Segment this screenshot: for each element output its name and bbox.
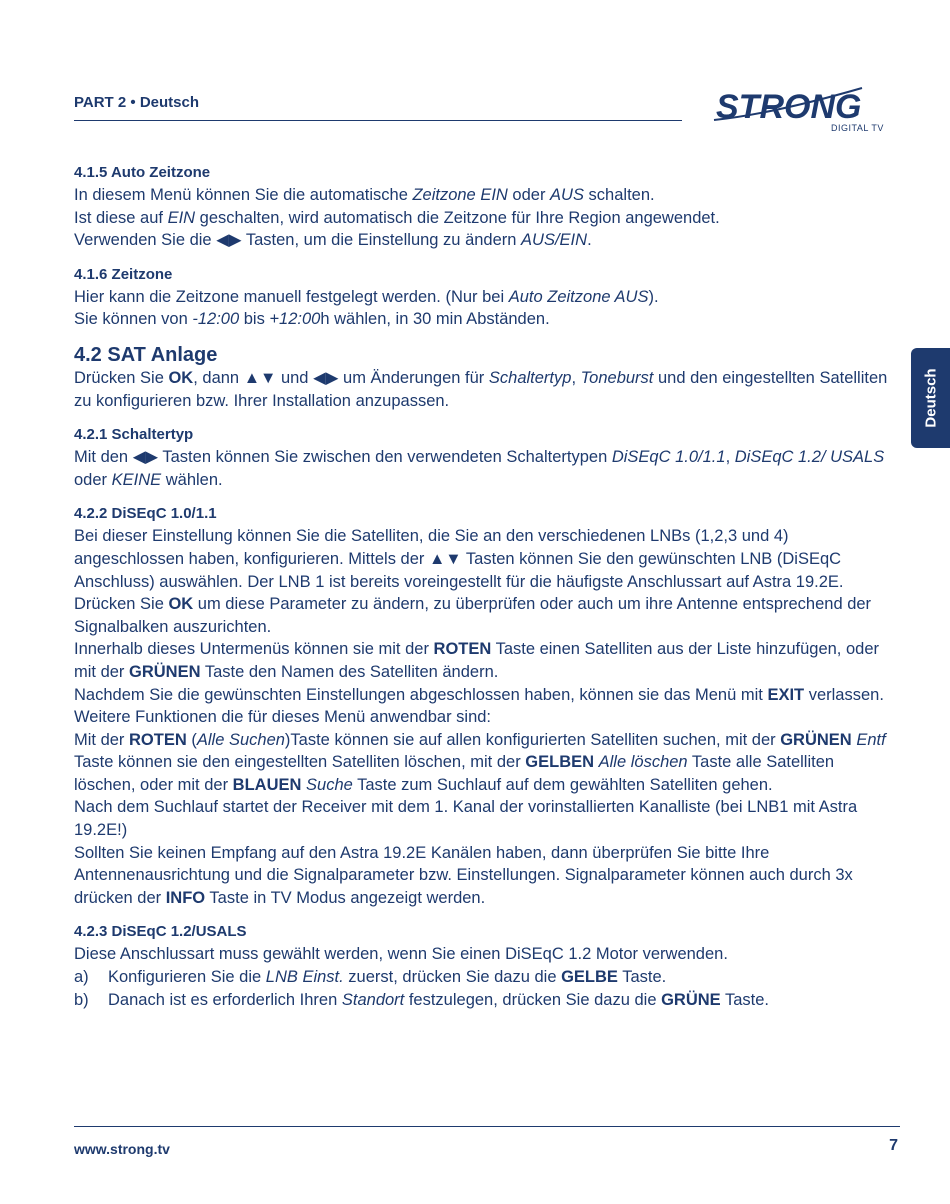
- key-name: GELBE: [561, 968, 618, 987]
- section-4-2: [74, 343, 900, 412]
- left-right-arrows-icon: ◀▶: [313, 368, 339, 387]
- italic-term: +12:00: [269, 310, 321, 329]
- section-heading: 4.2 SAT Anlage: [74, 343, 218, 366]
- text: bis: [239, 310, 270, 329]
- paragraph: [74, 184, 900, 252]
- header-part-label: PART 2 • Deutsch: [74, 94, 199, 111]
- section-4-1-6: [74, 264, 900, 331]
- left-right-arrows-icon: ◀▶: [216, 231, 242, 250]
- text: und den eingestellten Satelliten zu konfigurieren bzw. Ihrer Installation anzupassen.: [74, 368, 888, 410]
- up-down-arrows-icon: ▲▼: [243, 368, 277, 387]
- list-marker: b): [74, 990, 89, 1009]
- paragraph: [74, 525, 900, 638]
- paragraph: Weitere Funktionen die für dieses Menü anwendbar sind:: [74, 708, 492, 727]
- text: Drücken Sie: [74, 368, 169, 387]
- list-marker: a): [74, 968, 89, 987]
- italic-term: Standort: [341, 990, 405, 1009]
- key-name: GRÜNE: [661, 990, 721, 1009]
- text: Taste einen Satelliten aus der Liste hinzufügen, oder mit der: [74, 640, 879, 681]
- text: Hier kann die Zeitzone manuell festgelegt werden. (Nur bei: [74, 287, 509, 306]
- key-name: GELBEN: [525, 753, 595, 772]
- text: (: [186, 730, 197, 749]
- italic-term: LNB Einst.: [265, 968, 344, 987]
- italic-term: AUS: [550, 186, 584, 204]
- italic-term: -12:00: [192, 310, 240, 329]
- text: )Taste können sie auf allen konfigurierten Satelliten suchen, mit der: [284, 730, 781, 749]
- italic-term: Suche: [306, 775, 353, 794]
- footer-website-link[interactable]: www.strong.tv: [74, 1141, 170, 1157]
- text: Taste können sie den eingestellten Satelliten löschen, mit der: [74, 753, 526, 772]
- left-right-arrows-icon: ◀▶: [132, 448, 159, 467]
- italic-term: Zeitzone EIN: [412, 186, 508, 204]
- text: um Änderungen für: [338, 368, 489, 387]
- italic-term: Auto Zeitzone AUS: [508, 287, 649, 306]
- text: ).: [648, 287, 659, 306]
- list-item: [74, 989, 900, 1012]
- text: Tasten, um die Einstellung zu ändern: [241, 231, 522, 250]
- text: Sie können von: [74, 310, 193, 329]
- italic-term: Entf: [856, 730, 886, 749]
- text: Ist diese auf: [74, 208, 168, 227]
- key-name: ROTEN: [129, 730, 187, 749]
- section-4-1-5: [74, 162, 900, 252]
- section-title: 4.1.5 Auto Zeitzone: [74, 164, 211, 181]
- section-title: 4.2.1 Schaltertyp: [74, 426, 194, 444]
- key-name: GRÜNEN: [780, 730, 852, 749]
- text: Tasten können Sie zwischen den verwendeten Schaltertypen: [158, 448, 612, 467]
- text: zuerst, drücken Sie dazu die: [343, 968, 562, 987]
- text: Mit der: [74, 730, 130, 749]
- text: Innerhalb dieses Untermenüs können sie mit der: [74, 640, 434, 659]
- text: Sollten Sie keinen Empfang auf den Astra 19.2E Kanälen haben, dann überprüfen Sie bitte Ihre Antennenausrichtung und die Signalparameter bzw. Einstellungen. Signalparameter können auch durch 3x drücken der: [74, 843, 853, 907]
- text: Taste.: [617, 968, 667, 987]
- text: und: [276, 368, 314, 387]
- paragraph: [74, 842, 900, 910]
- paragraph: [74, 286, 900, 331]
- side-tab-label: Deutsch: [922, 368, 939, 428]
- text: h wählen, in 30 min Abständen.: [320, 310, 550, 329]
- paragraph: Nach dem Suchlauf startet der Receiver mit dem 1. Kanal der vorinstallierten Kanalliste (bei LNB1 mit Astra 19.2E!): [74, 798, 858, 840]
- text: festzulegen, drücken Sie dazu die: [404, 990, 662, 1009]
- italic-term: DiSEqC 1.2/ USALS: [734, 448, 885, 467]
- paragraph: Diese Anschlussart muss gewählt werden, wenn Sie einen DiSEqC 1.2 Motor verwenden.: [74, 945, 728, 964]
- italic-term: Alle löschen: [598, 753, 688, 772]
- logo-subtitle: DIGITAL TV: [831, 123, 884, 133]
- text: Konfigurieren Sie die: [108, 968, 266, 987]
- italic-term: DiSEqC 1.0/1.1: [611, 448, 726, 467]
- italic-term: Toneburst: [580, 368, 654, 387]
- text: Tasten können Sie den gewünschten LNB (DiSEqC Anschluss) auswählen. Der LNB 1 ist bereits voreingestellt für die häufigste Anschlussart auf Astra 19.2E. Drücken Sie: [74, 549, 844, 614]
- manual-content: [74, 162, 900, 1023]
- italic-term: Alle Suchen: [196, 730, 285, 749]
- text: oder: [74, 470, 112, 489]
- text: .: [587, 231, 592, 250]
- section-4-2-1: [74, 424, 900, 491]
- text: Taste in TV Modus angezeigt werden.: [205, 888, 486, 907]
- list-item: [74, 966, 900, 989]
- key-name: EXIT: [767, 685, 805, 704]
- italic-term: KEINE: [111, 470, 162, 489]
- text: Verwenden Sie die: [74, 231, 217, 250]
- italic-term: EIN: [167, 208, 196, 227]
- text: ,: [725, 448, 735, 467]
- text: Taste alle Satelliten löschen, oder mit der: [74, 753, 835, 794]
- side-language-tab: [911, 348, 950, 448]
- section-title: 4.1.6 Zeitzone: [74, 265, 173, 283]
- page-number: 7: [889, 1137, 898, 1154]
- text: Danach ist es erforderlich Ihren: [108, 990, 342, 1009]
- text: Nachdem Sie die gewünschten Einstellungen abgeschlossen haben, können sie das Menü mit: [74, 685, 768, 704]
- text: oder: [507, 186, 551, 204]
- key-name: ROTEN: [433, 640, 492, 659]
- text: Bei dieser Einstellung können Sie die Satelliten, die Sie an den verschiedenen LNBs (1,2,3 und 4) angeschlossen haben, konfigurieren. Mittels der: [74, 527, 789, 568]
- text: geschalten, wird automatisch die Zeitzone für Ihre Region angewendet.: [195, 208, 720, 227]
- italic-term: AUS/EIN: [521, 231, 588, 250]
- paragraph: [74, 729, 900, 797]
- text: Taste.: [720, 990, 769, 1009]
- text: ,: [571, 368, 581, 387]
- section-4-2-2: [74, 503, 900, 909]
- header-divider: [74, 120, 682, 121]
- paragraph: [74, 684, 900, 707]
- text: Mit den: [74, 448, 133, 467]
- footer-divider: [74, 1126, 900, 1127]
- text: In diesem Menü können Sie die automatische: [74, 186, 413, 204]
- text: , dann: [193, 368, 244, 387]
- paragraph: [74, 638, 900, 683]
- text: schalten.: [583, 186, 655, 204]
- key-name: OK: [168, 368, 194, 387]
- text: Taste den Namen des Satelliten ändern.: [200, 662, 499, 681]
- paragraph: [74, 446, 900, 491]
- text: wählen.: [161, 470, 223, 489]
- section-title: 4.2.3 DiSEqC 1.2/USALS: [74, 923, 247, 941]
- text: Taste zum Suchlauf auf dem gewählten Satelliten gehen.: [352, 775, 773, 794]
- key-name: GRÜNEN: [129, 662, 201, 681]
- paragraph: [74, 367, 900, 412]
- up-down-arrows-icon: ▲▼: [428, 549, 462, 568]
- section-title: 4.2.2 DiSEqC 1.0/1.1: [74, 505, 217, 523]
- step-list: [74, 966, 900, 1011]
- text: um diese Parameter zu ändern, zu überprüfen oder auch um ihre Antenne entsprechend der Signalbalken auszurichten.: [74, 595, 872, 636]
- section-4-2-3: [74, 921, 900, 1011]
- logo-text: STRONG: [716, 88, 862, 126]
- text: verlassen.: [804, 685, 884, 704]
- key-name: BLAUEN: [232, 775, 302, 794]
- key-name: OK: [168, 595, 194, 614]
- italic-term: Schaltertyp: [488, 368, 572, 387]
- key-name: INFO: [165, 888, 206, 907]
